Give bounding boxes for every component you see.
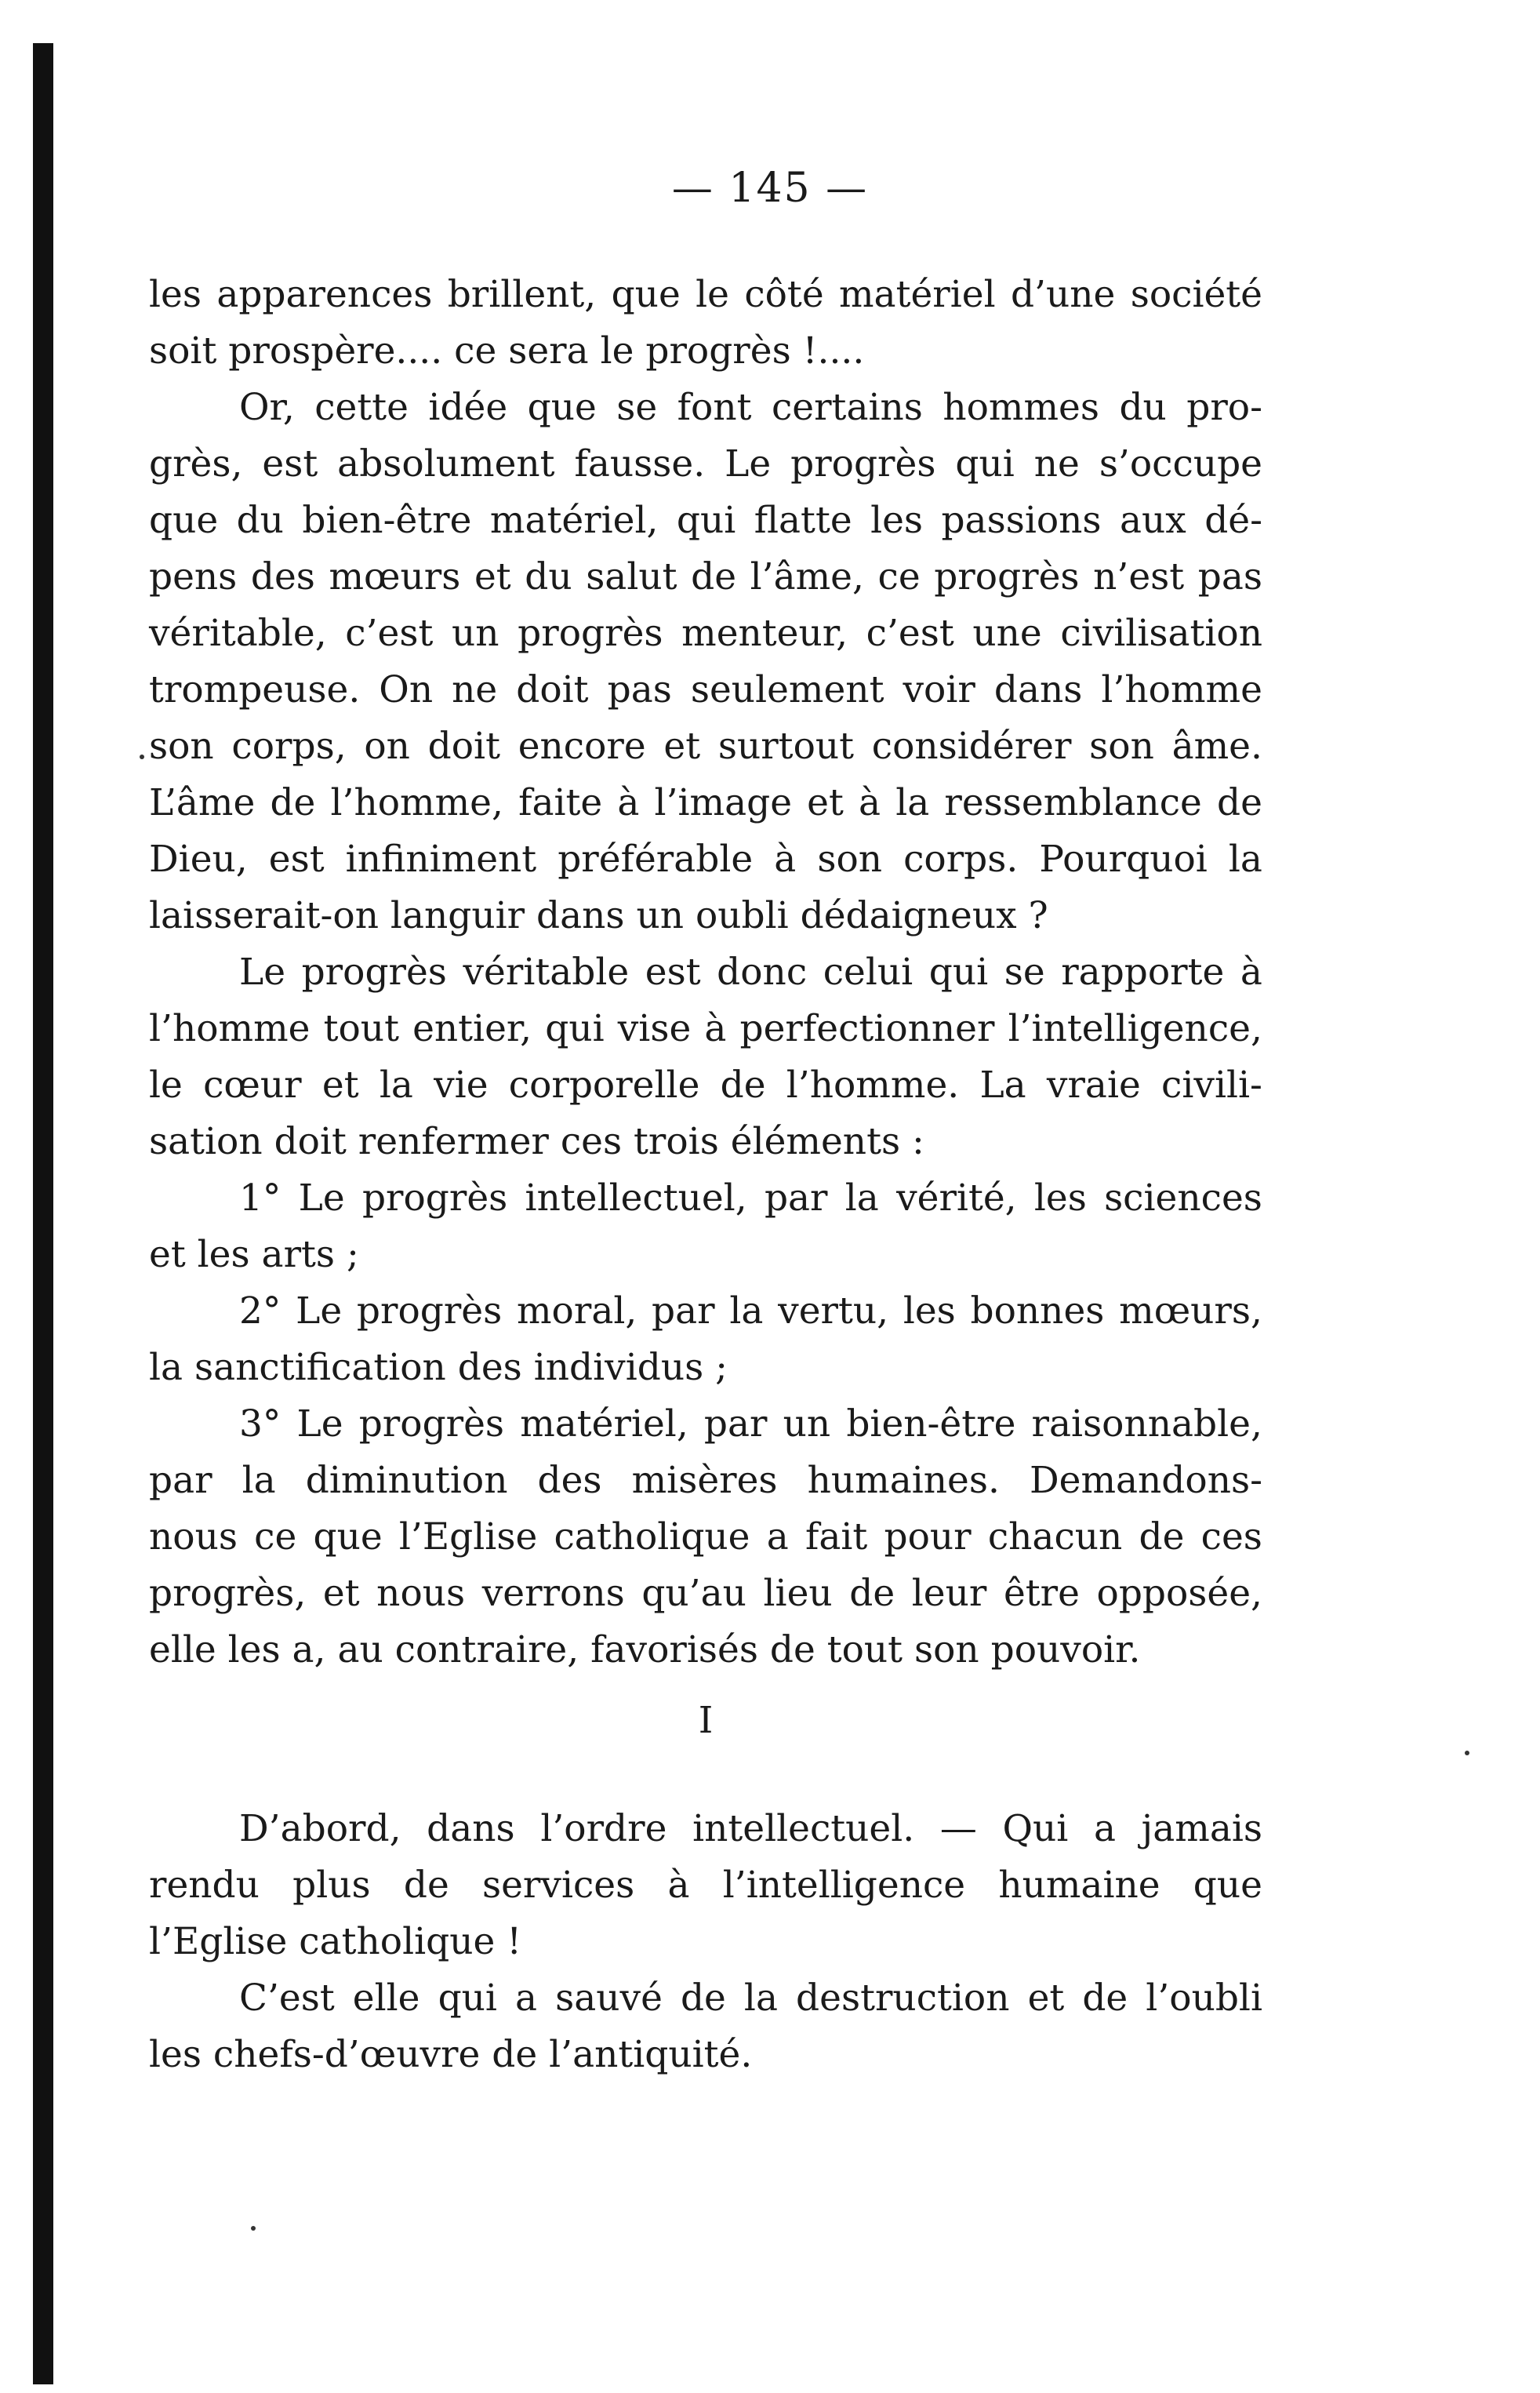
- word: de: [691, 555, 737, 598]
- word: l’homme.: [786, 1064, 960, 1107]
- word: de: [680, 1977, 726, 2020]
- word: un: [783, 1402, 831, 1446]
- word: verrons: [481, 1572, 625, 1615]
- word: la: [242, 1459, 276, 1502]
- word: menteur,: [681, 612, 848, 655]
- word: moral,: [516, 1289, 637, 1333]
- word: et: [322, 1572, 360, 1615]
- word: —: [939, 1807, 977, 1850]
- text-line: [149, 380, 1262, 436]
- text-line: [149, 1509, 1262, 1566]
- word: doit: [427, 725, 500, 768]
- word: des: [250, 555, 315, 598]
- word: société: [1130, 273, 1262, 316]
- word: la: [729, 1289, 764, 1333]
- text-line: et les arts ;: [149, 1233, 359, 1276]
- word: ne: [452, 668, 498, 711]
- word: par: [149, 1459, 212, 1502]
- word: progrès: [790, 442, 936, 486]
- word: préférable: [558, 838, 754, 881]
- word: la: [844, 1176, 879, 1220]
- word: elle: [352, 1977, 420, 2020]
- word: 2°: [239, 1289, 281, 1333]
- word: de: [270, 781, 316, 824]
- word: vraie: [1046, 1064, 1141, 1107]
- word: chacun: [987, 1515, 1123, 1558]
- word: aux: [1119, 499, 1186, 542]
- word: Le: [725, 442, 772, 486]
- text-line: [149, 775, 1262, 831]
- word: être: [1003, 1572, 1080, 1615]
- word: pas: [1197, 555, 1262, 598]
- word: intellectuel,: [525, 1176, 747, 1220]
- word: trompeuse.: [149, 668, 361, 711]
- word: dans: [427, 1807, 515, 1850]
- word: entier,: [412, 1007, 532, 1050]
- word: Or,: [239, 386, 295, 429]
- word: rendu: [149, 1864, 260, 1907]
- word: celui: [823, 951, 913, 994]
- word: est: [645, 951, 701, 994]
- word: D’abord,: [239, 1807, 401, 1850]
- body-text: [149, 267, 1262, 2083]
- word: Dieu,: [149, 838, 248, 881]
- page-number: — 145 —: [671, 165, 869, 212]
- word: la: [743, 1977, 778, 2020]
- word: diminution: [305, 1459, 508, 1502]
- word: l’intelligence: [722, 1864, 966, 1907]
- word: de: [1216, 781, 1262, 824]
- word: l’image: [654, 781, 793, 824]
- word: à: [1240, 951, 1262, 994]
- word: progrès: [356, 1289, 503, 1333]
- word: de: [720, 1064, 766, 1107]
- word: la: [379, 1064, 413, 1107]
- word: son: [817, 838, 883, 881]
- word: brillent,: [447, 273, 597, 316]
- word: de: [1139, 1515, 1185, 1558]
- word: surtout: [717, 725, 855, 768]
- word: que: [313, 1515, 383, 1558]
- word: mœurs,: [1119, 1289, 1262, 1333]
- word: de: [403, 1864, 449, 1907]
- text-line: [149, 944, 1262, 1001]
- word: ne: [1033, 442, 1080, 486]
- text-line: elle les a, au contraire, favorisés de tout son pouvoir.: [149, 1628, 1141, 1671]
- word: Le: [239, 951, 286, 994]
- word: côté: [744, 273, 824, 316]
- word: et: [321, 1064, 359, 1107]
- word: âme.: [1171, 725, 1262, 768]
- word: nous: [376, 1572, 466, 1615]
- word: encore: [518, 725, 646, 768]
- word: leur: [911, 1572, 987, 1615]
- word: un: [452, 612, 499, 655]
- word: les: [870, 499, 924, 542]
- word: c’est: [866, 612, 954, 655]
- word: salut: [586, 555, 677, 598]
- word: que: [527, 386, 597, 429]
- word: civilisation: [1060, 612, 1262, 655]
- word: du: [1119, 386, 1167, 429]
- word: Qui: [1002, 1807, 1069, 1850]
- word: son: [149, 725, 214, 768]
- word: c’est: [345, 612, 434, 655]
- word: que: [149, 499, 219, 542]
- word: Le: [298, 1176, 345, 1220]
- word: vérité,: [896, 1176, 1017, 1220]
- word: on: [364, 725, 410, 768]
- word: absolument: [337, 442, 555, 486]
- word: grès,: [149, 442, 243, 486]
- word: misères: [631, 1459, 778, 1502]
- word: donc: [717, 951, 808, 994]
- word: l’oubli: [1146, 1977, 1262, 2020]
- word: matériel,: [520, 1402, 688, 1446]
- word: pens: [149, 555, 238, 598]
- word: l’homme: [149, 1007, 311, 1050]
- word: matériel: [838, 273, 996, 316]
- word: de: [849, 1572, 895, 1615]
- word: la: [1228, 838, 1262, 881]
- word: catholique: [554, 1515, 750, 1558]
- word: hommes: [943, 386, 1099, 429]
- text-line: la sanctification des individus ;: [149, 1346, 728, 1389]
- word: Le: [296, 1402, 343, 1446]
- word: ressemblance: [944, 781, 1202, 824]
- word: qui: [438, 1977, 497, 2020]
- word: que: [1193, 1864, 1262, 1907]
- text-line: [149, 1057, 1262, 1114]
- margin-speck: [140, 755, 144, 759]
- word: civili-: [1161, 1064, 1262, 1107]
- word: 3°: [239, 1402, 281, 1446]
- text-line: [149, 1001, 1262, 1057]
- word: n’est: [1093, 555, 1185, 598]
- word: le: [696, 273, 729, 316]
- word: progrès: [361, 1176, 508, 1220]
- word: considérer: [871, 725, 1072, 768]
- text-line: [149, 718, 1262, 775]
- word: par: [764, 1176, 828, 1220]
- word: est: [262, 442, 318, 486]
- word: nous: [149, 1515, 238, 1558]
- word: de: [1082, 1977, 1128, 2020]
- word: perfectionner: [739, 1007, 995, 1050]
- word: qui: [545, 1007, 605, 1050]
- text-line: [149, 493, 1262, 549]
- text-line: les chefs-d’œuvre de l’antiquité.: [149, 2033, 753, 2076]
- word: lieu: [763, 1572, 833, 1615]
- word: les: [903, 1289, 956, 1333]
- word: l’ordre: [540, 1807, 667, 1850]
- text-line: [149, 1970, 1262, 2027]
- word: à: [617, 781, 640, 824]
- word: corps,: [231, 725, 347, 768]
- word: opposée,: [1096, 1572, 1262, 1615]
- text-line: [149, 662, 1262, 718]
- word: véritable: [463, 951, 630, 994]
- word: progrès: [358, 1402, 505, 1446]
- word: L’âme: [149, 781, 256, 824]
- word: l’Eglise: [398, 1515, 538, 1558]
- word: Demandons-: [1029, 1459, 1262, 1502]
- word: que: [611, 273, 681, 316]
- word: certains: [771, 386, 923, 429]
- word: qui: [928, 951, 989, 994]
- word: qu’au: [641, 1572, 746, 1615]
- word: plus: [292, 1864, 371, 1907]
- word: jamais: [1141, 1807, 1262, 1850]
- word: à: [774, 838, 797, 881]
- word: idée: [428, 386, 508, 429]
- word: et: [1027, 1977, 1065, 2020]
- word: la: [895, 781, 930, 824]
- word: progrès: [518, 612, 663, 655]
- text-line: [149, 436, 1262, 493]
- word: doit: [516, 668, 589, 711]
- margin-speck: [251, 2226, 256, 2231]
- word: a: [1093, 1807, 1117, 1850]
- word: par: [703, 1402, 768, 1446]
- word: les: [149, 273, 202, 316]
- word: bonnes: [970, 1289, 1105, 1333]
- word: est: [268, 838, 325, 881]
- text-line: [149, 1801, 1262, 1857]
- word: apparences: [216, 273, 433, 316]
- word: vie: [434, 1064, 489, 1107]
- text-line: laisserait-on languir dans un oubli dédaigneux ?: [149, 894, 1048, 937]
- word: vertu,: [778, 1289, 889, 1333]
- word: progrès: [934, 555, 1080, 598]
- word: l’âme,: [750, 555, 864, 598]
- word: bien-être: [846, 1402, 1016, 1446]
- text-line: sation doit renfermer ces trois éléments :: [149, 1120, 924, 1163]
- word: infiniment: [345, 838, 537, 881]
- word: à: [667, 1864, 690, 1907]
- word: vise: [617, 1007, 692, 1050]
- word: sauvé: [555, 1977, 663, 2020]
- word: raisonnable,: [1031, 1402, 1262, 1446]
- word: destruction: [796, 1977, 1010, 2020]
- word: ces: [1200, 1515, 1262, 1558]
- word: services: [482, 1864, 635, 1907]
- word: d’une: [1010, 273, 1116, 316]
- word: Le: [296, 1289, 343, 1333]
- word: par: [652, 1289, 715, 1333]
- word: tout: [323, 1007, 399, 1050]
- word: passions: [941, 499, 1102, 542]
- word: dé-: [1204, 499, 1262, 542]
- word: et: [474, 555, 511, 598]
- word: seulement: [690, 668, 884, 711]
- word: les: [1033, 1176, 1087, 1220]
- word: qui: [676, 499, 736, 542]
- text-line: [149, 606, 1262, 662]
- word: et: [663, 725, 701, 768]
- word: pour: [884, 1515, 972, 1558]
- word: a: [515, 1977, 538, 2020]
- text-line: [149, 1857, 1262, 1914]
- word: fausse.: [574, 442, 706, 486]
- page-binding-edge: [33, 43, 53, 2384]
- text-line: l’Eglise catholique !: [149, 1920, 522, 1963]
- word: voir: [903, 668, 975, 711]
- word: 1°: [239, 1176, 281, 1220]
- word: intellectuel.: [692, 1807, 915, 1850]
- word: dans: [993, 668, 1083, 711]
- word: l’intelligence,: [1008, 1007, 1262, 1050]
- margin-speck: [1465, 1751, 1469, 1755]
- text-line: [149, 1566, 1262, 1622]
- word: véritable,: [149, 612, 327, 655]
- word: ce: [254, 1515, 297, 1558]
- word: On: [379, 668, 434, 711]
- word: corporelle: [508, 1064, 700, 1107]
- text-line: [149, 1453, 1262, 1509]
- word: à: [859, 781, 881, 824]
- word: mœurs: [329, 555, 461, 598]
- word: C’est: [239, 1977, 335, 2020]
- word: progrès,: [149, 1572, 307, 1615]
- word: une: [972, 612, 1042, 655]
- word: pas: [607, 668, 672, 711]
- word: le: [149, 1064, 183, 1107]
- text-line: [149, 1170, 1262, 1227]
- word: progrès: [301, 951, 447, 994]
- word: à: [704, 1007, 727, 1050]
- word: humaine: [998, 1864, 1160, 1907]
- word: font: [677, 386, 752, 429]
- word: fait: [805, 1515, 868, 1558]
- word: matériel,: [489, 499, 659, 542]
- word: l’homme: [1101, 668, 1262, 711]
- text-line: soit prospère.... ce sera le progrès !....: [149, 329, 865, 373]
- word: bien-être: [302, 499, 472, 542]
- word: pro-: [1186, 386, 1262, 429]
- word: du: [236, 499, 284, 542]
- word: son: [1089, 725, 1154, 768]
- word: flatte: [754, 499, 852, 542]
- word: corps.: [903, 838, 1019, 881]
- word: humaines.: [807, 1459, 1000, 1502]
- word: se: [616, 386, 658, 429]
- word: rapporte: [1061, 951, 1225, 994]
- word: et: [807, 781, 844, 824]
- word: du: [525, 555, 572, 598]
- word: ce: [877, 555, 921, 598]
- text-line: [149, 1396, 1262, 1453]
- word: Pourquoi: [1039, 838, 1208, 881]
- word: La: [979, 1064, 1026, 1107]
- word: cette: [314, 386, 409, 429]
- text-line: [149, 831, 1262, 888]
- word: l’homme,: [330, 781, 503, 824]
- text-line: [149, 267, 1262, 323]
- section-heading: I: [698, 1699, 714, 1742]
- word: faite: [518, 781, 603, 824]
- text-line: [149, 1283, 1262, 1340]
- word: se: [1004, 951, 1045, 994]
- word: qui: [955, 442, 1015, 486]
- word: s’occupe: [1099, 442, 1262, 486]
- word: sciences: [1104, 1176, 1262, 1220]
- word: a: [766, 1515, 789, 1558]
- word: cœur: [203, 1064, 302, 1107]
- word: des: [537, 1459, 602, 1502]
- text-line: [149, 549, 1262, 606]
